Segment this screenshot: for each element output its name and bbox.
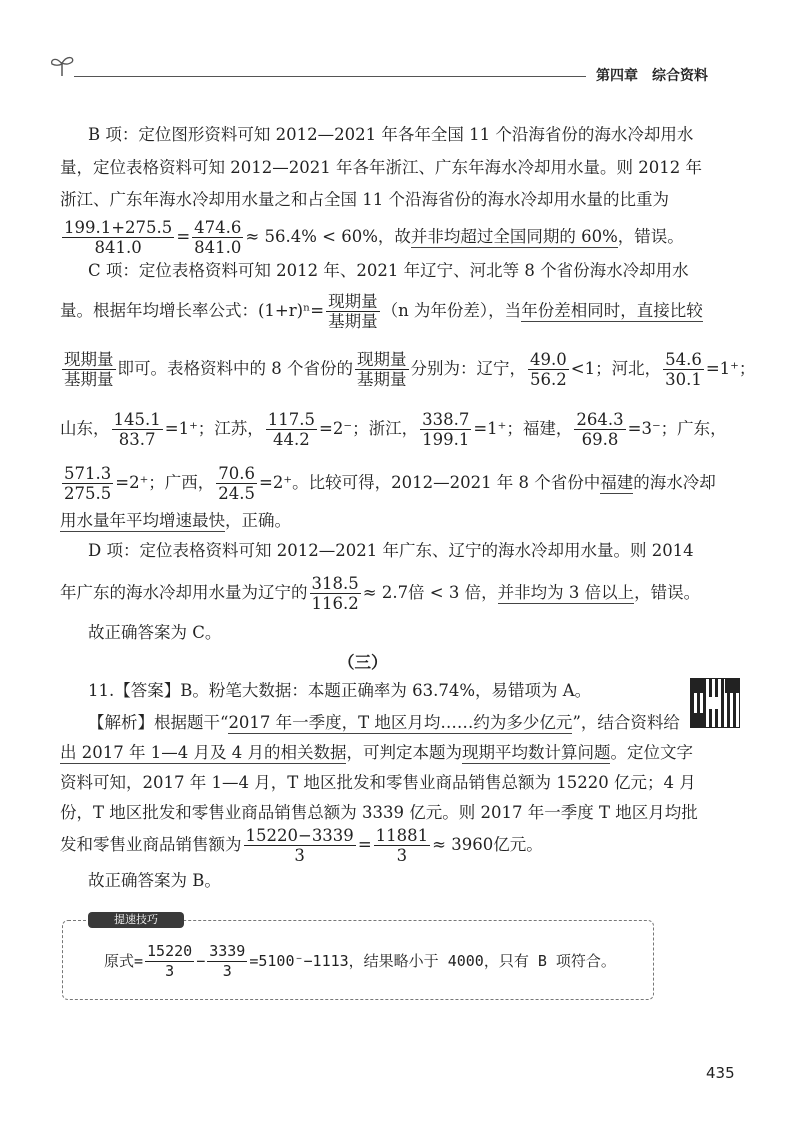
para-c-line3: $\frac{\text{现期量}}{\text{基期量}}$ 即可。表格资料中的 8 个省份的 $\frac{\text{现期量}}{\text{基期量}}$ 分别为：辽宁， $\frac{49.0}{56.2}$ <1；河北， $\frac{54.6}{30.1}$ =1⁺； xyxy=(64,350,756,389)
sprout-icon xyxy=(48,52,76,82)
tip-tag: 提速技巧 xyxy=(88,912,184,928)
tip-formula: 原式= $\frac{15220}{3}$ − $\frac{3339}{3}$ =5100⁻−1113，结果略小于 4000，只有 B 项符合。 xyxy=(104,942,616,980)
q11-analysis-line3: 资料可知，2017 年 1—4 月，T 地区批发和零售业商品销售总额为 15220 亿元；4 月 xyxy=(60,773,696,792)
para-c-line2: 量。根据年均增长率公式：(1+r)ⁿ= $\frac{\text{现期量}}{\text{基期量}}$ （n 为年份差），当年份差相同时，直接比较 xyxy=(60,292,703,331)
answer-c: 故正确答案为 C。 xyxy=(88,623,222,642)
header-rule xyxy=(74,76,586,77)
para-c-line5: $\frac{571.3}{275.5}$ =2⁺；广西， $\frac{70.6}{24.5}$ =2⁺。比较可得，2012—2021 年 8 个省份中福建的海水冷却 xyxy=(64,464,716,503)
page-number: 435 xyxy=(706,1064,735,1082)
para-b-line1: B 项：定位图形资料可知 2012—2021 年各年全国 11 个沿海省份的海水冷却用水 xyxy=(88,125,694,144)
para-c-line1: C 项：定位表格资料可知 2012 年、2021 年辽宁、河北等 8 个省份海水冷却用水 xyxy=(88,261,689,280)
para-b-formula: $\frac{199.1+275.5}{841.0}$ = $\frac{474.6}{841.0}$ ≈ 56.4% < 60%，故并非均超过全国同期的 60%，错误。 xyxy=(64,218,684,257)
para-b-line3: 浙江、广东年海水冷却用水量之和占全国 11 个沿海省份的海水冷却用水量的比重为 xyxy=(60,190,669,209)
para-d-line2: 年广东的海水冷却用水量为辽宁的 $\frac{318.5}{116.2}$ ≈ 2.7倍 < 3 倍，并非均为 3 倍以上，错误。 xyxy=(60,574,701,613)
chapter-title: 第四章 综合资料 xyxy=(596,68,708,84)
para-c-line6: 用水量年平均增速最快，正确。 xyxy=(60,511,291,530)
para-b-line2: 量，定位表格资料可知 2012—2021 年各年浙江、广东年海水冷却用水量。则 2012 年 xyxy=(60,158,702,177)
section-heading: （三） xyxy=(338,653,388,672)
q11-analysis-line5: 发和零售业商品销售额为 $\frac{15220-3339}{3}$ = $\frac{11881}{3}$ ≈ 3960亿元。 xyxy=(60,826,543,865)
qr-code-icon[interactable] xyxy=(690,678,740,728)
answer-b: 故正确答案为 B。 xyxy=(88,871,221,890)
q11-analysis-line4: 份，T 地区批发和零售业商品销售总额为 3339 亿元。则 2017 年一季度 T 地区月均批 xyxy=(60,803,698,822)
para-d-line1: D 项：定位表格资料可知 2012—2021 年广东、辽宁的海水冷却用水量。则 2014 xyxy=(88,541,694,560)
para-c-line4: 山东， $\frac{145.1}{83.7}$ =1⁺；江苏， $\frac{117.5}{44.2}$ =2⁻；浙江， $\frac{338.7}{199.1}$ =1⁺；福建， $\frac{264.3}{69.8}$ =3⁻；广东， xyxy=(60,410,727,449)
q11-analysis-line2: 出 2017 年 1—4 月及 4 月的相关数据，可判定本题为现期平均数计算问题。定位文字 xyxy=(60,743,693,762)
q11-analysis-line1: 【解析】根据题干“2017 年一季度，T 地区月均……约为多少亿元”，结合资料给 xyxy=(88,713,680,732)
q11-answer: 11.【答案】B。粉笔大数据：本题正确率为 63.74%，易错项为 A。 xyxy=(88,681,592,700)
